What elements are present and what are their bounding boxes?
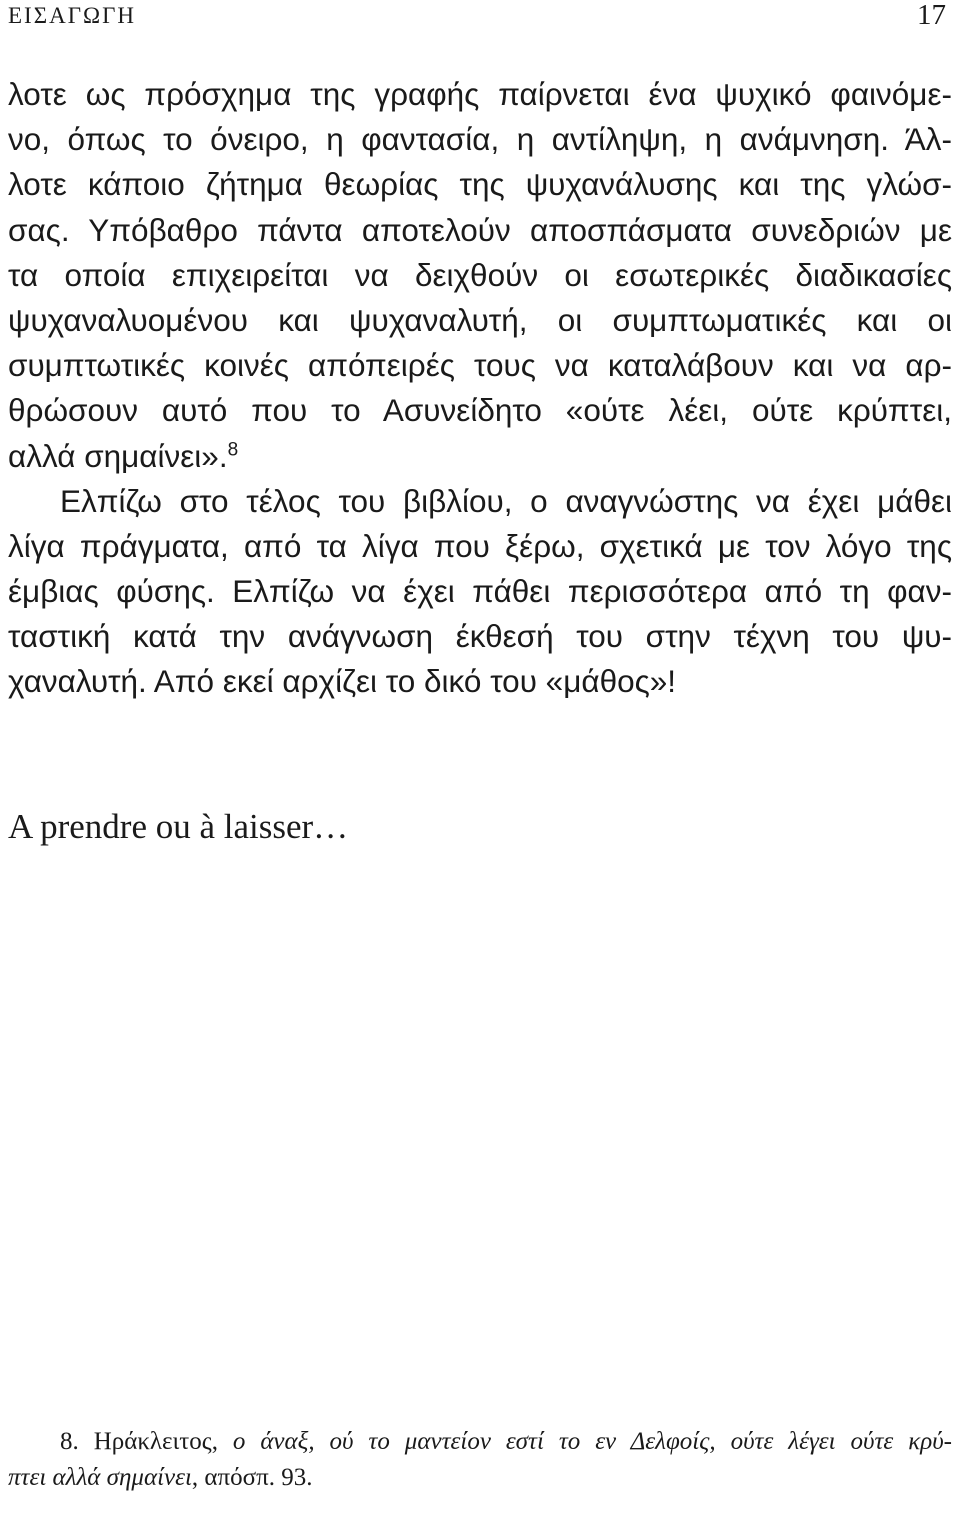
- closing-phrase: A prendre ou à laisser…: [8, 807, 349, 846]
- text-line: έμβιας φύσης. Ελπίζω να έχει πάθει περισσότερα από τη φαν-: [8, 573, 952, 610]
- footnote-quote: ο άναξ, ού το μαντείον εστί το εν Δελφοίς, ούτε λέγει ούτε κρύ-: [232, 1428, 953, 1455]
- footnote-quote: πτει αλλά σημαίνει: [8, 1464, 192, 1491]
- footnote-author: Ηράκλειτος,: [93, 1428, 233, 1455]
- footnote: [8, 1424, 952, 1496]
- text-line: λοτε κάποιο ζήτημα θεωρίας της ψυχανάλυσης και της γλώσ-: [8, 166, 952, 203]
- text-line: χαναλυτή. Από εκεί αρχίζει το δικό του «μάθος»!: [8, 663, 677, 700]
- page-header: [8, 0, 952, 32]
- footnote-source: , απόσπ. 93.: [191, 1464, 313, 1491]
- text-line-with-noteref: [8, 434, 952, 479]
- footnote-line: [8, 1460, 952, 1496]
- text-line: αλλά σημαίνει».: [8, 437, 228, 474]
- text-line: σας. Υπόβαθρο πάντα αποτελούν αποσπάσματα συνεδριών με: [8, 211, 952, 248]
- text-line: συμπτωτικές κοινές απόπειρές τους να καταλάβουν και να αρ-: [8, 347, 952, 384]
- body-text: [8, 72, 952, 705]
- text-line: τα οποία επιχειρείται να δειχθούν οι εσωτερικές διαδικασίες: [8, 256, 952, 293]
- text-line: ταστική κατά την ανάγνωση έκθεσή του στην τέχνη του ψυ-: [8, 618, 952, 655]
- page-number: 17: [917, 0, 946, 31]
- text-line: λίγα πράγματα, από τα λίγα που ξέρω, σχετικά με τον λόγο της: [8, 527, 952, 564]
- text-line: λοτε ως πρόσχημα της γραφής παίρνεται ένα ψυχικό φαινόμε-: [8, 76, 952, 112]
- text-line: ψυχαναλυομένου και ψυχαναλυτή, οι συμπτωματικές και οι: [8, 301, 952, 338]
- footnote-marker: 8.: [60, 1428, 94, 1455]
- footnote-reference[interactable]: 8: [227, 439, 239, 460]
- running-title: ΕΙΣΑΓΩΓΗ: [8, 3, 137, 28]
- paragraph-start-line: Ελπίζω στο τέλος του βιβλίου, ο αναγνώστης να έχει μάθει: [60, 482, 952, 519]
- text-line: θρώσουν αυτό που το Ασυνείδητο «ούτε λέει, ούτε κρύπτει,: [8, 392, 952, 429]
- text-line: νο, όπως το όνειρο, η φαντασία, η αντίληψη, η ανάμνηση. Άλ-: [8, 121, 952, 158]
- footnote-line: [8, 1424, 952, 1460]
